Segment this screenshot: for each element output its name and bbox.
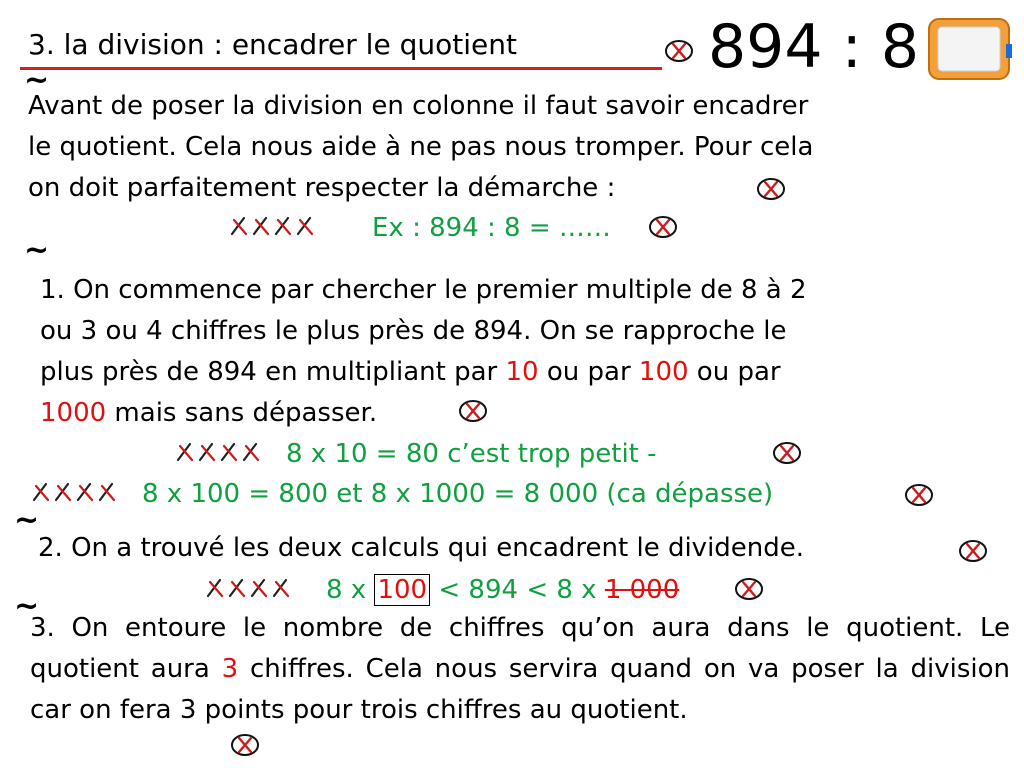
intro-line-1: Avant de poser la division en colonne il faut savoir encadrer: [28, 91, 809, 121]
crossed-circle-icon[interactable]: [458, 398, 488, 424]
title-underline: [20, 67, 662, 70]
example-line: Ex : 894 : 8 = ……: [372, 213, 611, 243]
step1-paragraph: [40, 270, 807, 434]
tilde-icon: ~: [24, 233, 50, 268]
step3-text-2: chiffres. Cela nous servira quand on va poser la division car on fera 3 points pour trois chiffres au quotient.: [30, 654, 1010, 725]
intro-line-2: le quotient. Cela nous aide à ne pas nous tromper. Pour cela: [28, 132, 814, 162]
crossed-circle-icon[interactable]: [664, 38, 694, 64]
crossed-circle-icon[interactable]: [904, 482, 934, 508]
tilde-icon: ~: [24, 63, 50, 98]
step1-line-3: [40, 352, 807, 393]
crossed-circle-icon[interactable]: [772, 440, 802, 466]
x-marks-icon: [174, 440, 268, 466]
frame-struck-1000: 1 000: [604, 575, 680, 605]
whiteboard-icon[interactable]: [926, 16, 1012, 82]
step1-line-3-c: ou par: [688, 357, 781, 387]
crossed-circle-icon[interactable]: [756, 176, 786, 202]
step1-number-1000: 1000: [40, 398, 107, 428]
tilde-icon: ~: [14, 589, 40, 624]
tilde-icon: ~: [14, 503, 40, 538]
step3-paragraph: [30, 608, 1010, 731]
division-expression: 894 : 8: [708, 12, 920, 82]
calc-line-2: 8 x 100 = 800 et 8 x 1000 = 8 000 (ca dépasse): [142, 479, 774, 509]
crossed-circle-icon[interactable]: [648, 214, 678, 240]
step1-number-100: 100: [638, 357, 689, 387]
crossed-circle-icon[interactable]: [958, 538, 988, 564]
x-marks-icon: [30, 480, 124, 506]
frame-text-a: 8 x: [326, 575, 375, 605]
step2-line: 2. On a trouvé les deux calculs qui encadrent le dividende.: [38, 533, 805, 563]
step3-text-1: 3. On entoure le nombre de chiffres qu’on aura dans le quotient. Le quotient aura: [30, 613, 1010, 684]
step1-line-2: ou 3 ou 4 chiffres le plus près de 894. On se rapproche le: [40, 316, 787, 346]
crossed-circle-icon[interactable]: [734, 576, 764, 602]
frame-text-b: < 894 < 8 x: [430, 575, 605, 605]
page-title: 3. la division : encadrer le quotient: [28, 28, 517, 61]
frame-line: [326, 577, 679, 603]
step1-line-4: [40, 393, 807, 434]
crossed-circle-icon[interactable]: [230, 732, 260, 758]
step3-number-3: 3: [221, 654, 239, 684]
intro-paragraph: [28, 86, 813, 209]
frame-boxed-100: 100: [374, 574, 430, 606]
intro-line-3: on doit parfaitement respecter la démarche :: [28, 173, 616, 203]
step1-line-4-b: mais sans dépasser.: [106, 398, 378, 428]
step1-number-10: 10: [505, 357, 539, 387]
x-marks-icon: [228, 214, 322, 240]
calc-line-1: 8 x 10 = 80 c’est trop petit -: [286, 439, 657, 469]
x-marks-icon: [204, 576, 298, 602]
step1-line-1: 1. On commence par chercher le premier multiple de 8 à 2: [40, 275, 807, 305]
step1-line-3-a: plus près de 894 en multipliant par: [40, 357, 506, 387]
step1-line-3-b: ou par: [538, 357, 639, 387]
